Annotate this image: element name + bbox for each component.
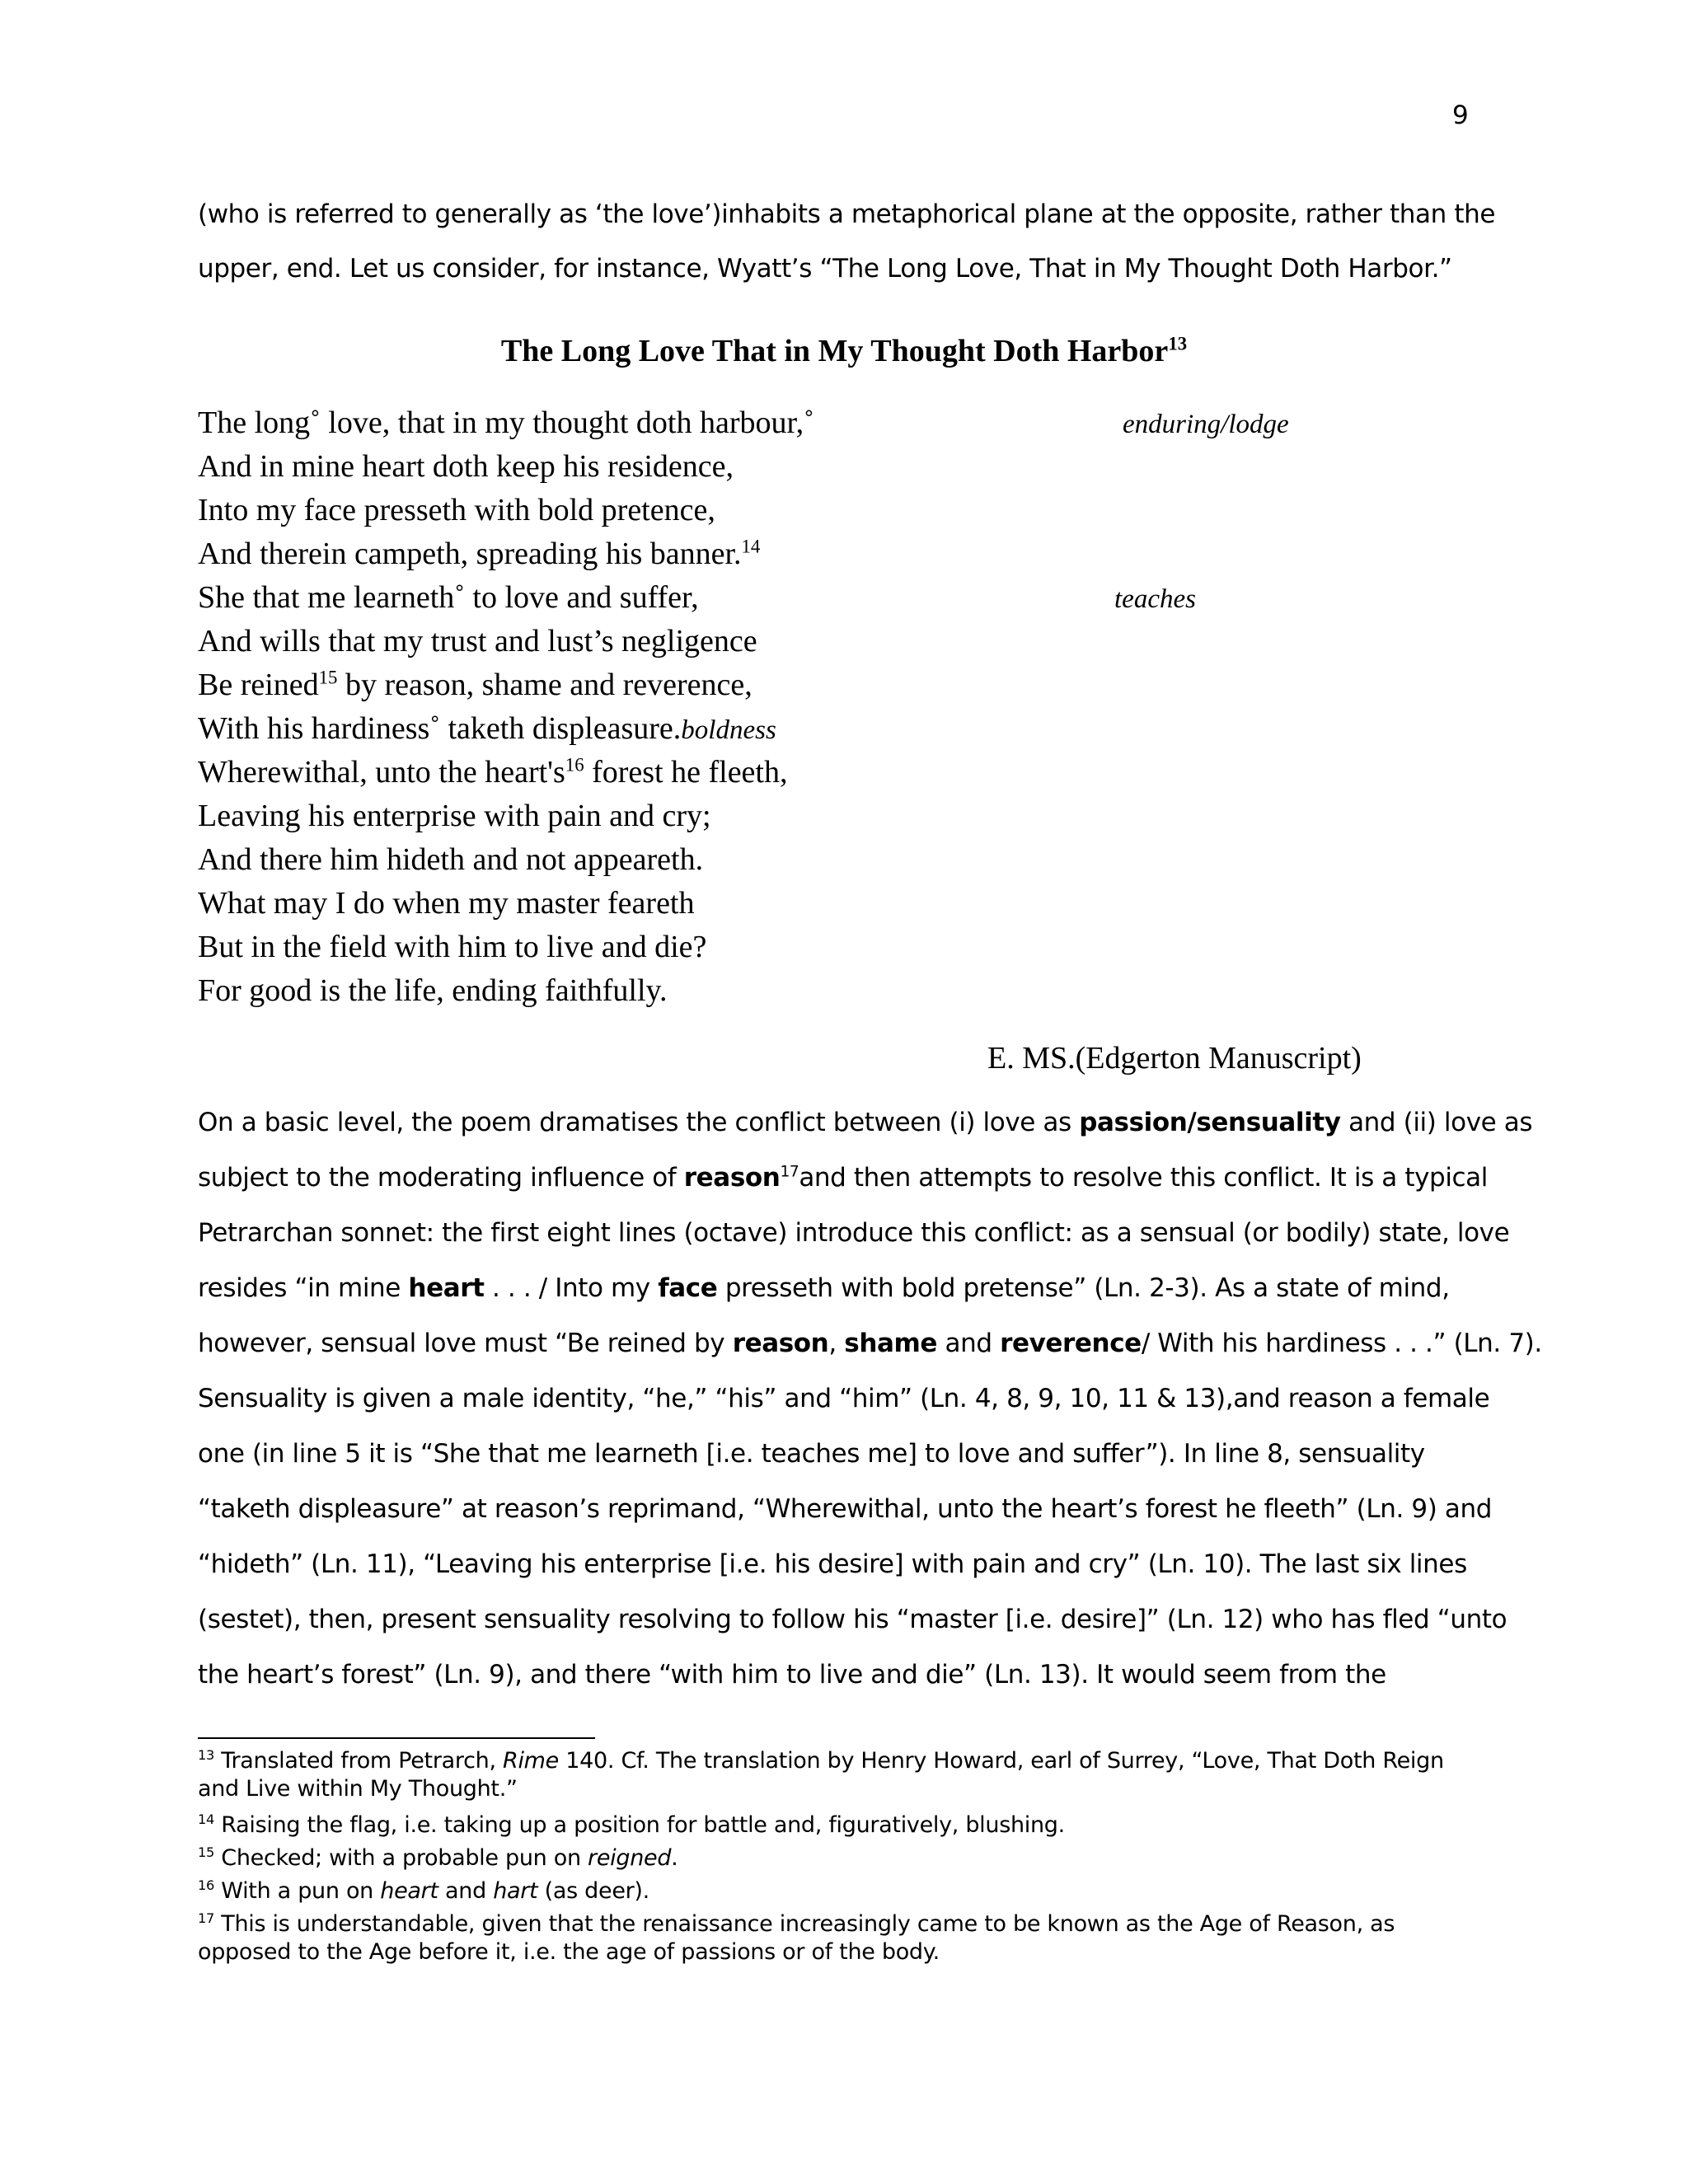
footnote-line (198, 1844, 1500, 1872)
footnote-line: and Live within My Thought.” (198, 1776, 518, 1802)
text-run: Translated from Petrarch, (214, 1748, 504, 1774)
poem-line-text: Be reined (198, 668, 319, 702)
bold-term: reason (732, 1329, 829, 1358)
footnote-line (198, 1747, 1500, 1775)
text-run: however, sensual love must “Be reined by (198, 1329, 733, 1358)
body-line (198, 1161, 1488, 1194)
footnote-line (198, 1910, 1500, 1938)
italic-term: reigned (588, 1845, 672, 1871)
footnote-14 (198, 1811, 1500, 1840)
poem-line: And wills that my trust and lust’s negligence (198, 624, 757, 658)
bold-term: heart (408, 1273, 485, 1303)
poem-line: For good is the life, ending faithfully. (198, 973, 668, 1008)
text-run: and (937, 1329, 1001, 1358)
footnote-ref-13: 13 (1168, 333, 1188, 354)
body-line (198, 1327, 1542, 1360)
body-line: Sensuality is given a male identity, “he,” “his” and “him” (Ln. 4, 8, 9, 10, 11 & 13),and reason a female (198, 1384, 1490, 1413)
text-run: and then attempts to resolve this conflict. It is a typical (799, 1163, 1488, 1193)
poem-title (0, 333, 1688, 369)
text-run: and (438, 1878, 494, 1904)
footnote-ref-17: 17 (780, 1163, 799, 1181)
footnote-line: opposed to the Age before it, i.e. the age of passions or of the body. (198, 1939, 940, 1965)
poem-line (198, 666, 753, 704)
text-run: Raising the flag, i.e. taking up a position for battle and, figuratively, blushing. (214, 1812, 1065, 1838)
italic-term: hart (493, 1878, 538, 1904)
poem-line: The long˚ love, that in my thought doth harbour,˚ (198, 405, 814, 440)
poem-line: But in the field with him to live and die? (198, 930, 707, 964)
footnote-16 (198, 1877, 1500, 1905)
text-run: 140. Cf. The translation by Henry Howard, earl of Surrey, “Love, That Doth Reign (559, 1748, 1444, 1774)
poem-source: E. MS.(Edgerton Manuscript) (987, 1041, 1362, 1076)
bold-term: reverence (1000, 1329, 1142, 1358)
footnote-number: 16 (198, 1877, 214, 1893)
page-number: 9 (1452, 101, 1469, 130)
footnote-15 (198, 1844, 1500, 1872)
poem-line: Leaving his enterprise with pain and cry; (198, 799, 711, 833)
footnote-line (198, 1811, 1500, 1840)
body-line: (sestet), then, present sensuality resolving to follow his “master [i.e. desire]” (Ln. 12) who has fled “unto (198, 1605, 1507, 1634)
poem-line-text: With his hardiness˚ taketh displeasure. (198, 711, 682, 746)
text-run: presseth with bold pretense” (Ln. 2-3). As a state of mind, (717, 1273, 1450, 1303)
body-line: “hideth” (Ln. 11), “Leaving his enterprise [i.e. his desire] with pain and cry” (Ln. 10). The last six lines (198, 1549, 1467, 1579)
poem-line-text: by reason, shame and reverence, (337, 668, 753, 702)
bold-term: passion/sensuality (1079, 1108, 1341, 1137)
poem-line-text: Wherewithal, unto the heart's (198, 755, 565, 790)
footnote-number: 14 (198, 1811, 214, 1827)
text-run: , (828, 1329, 845, 1358)
footnote-number: 13 (198, 1747, 214, 1763)
body-line (198, 1106, 1532, 1139)
text-run: This is understandable, given that the renaissance increasingly came to be known as the Age of Reason, as (214, 1911, 1395, 1937)
poem-line (198, 753, 787, 791)
text-run: resides “in mine (198, 1273, 409, 1303)
intro-line: upper, end. Let us consider, for instance, Wyatt’s “The Long Love, That in My Thought Doth Harbor.” (198, 254, 1452, 284)
text-run: Checked; with a probable pun on (214, 1845, 588, 1871)
bold-term: face (658, 1273, 718, 1303)
poem-line: And in mine heart doth keep his residence, (198, 449, 734, 484)
body-line: Petrarchan sonnet: the first eight lines (octave) introduce this conflict: as a sensual (or bodily) state, love (198, 1218, 1510, 1248)
footnote-separator (198, 1737, 595, 1739)
poem-line: Into my face presseth with bold pretence, (198, 493, 715, 527)
italic-term: Rime (503, 1748, 559, 1774)
poem-line: What may I do when my master feareth (198, 886, 695, 921)
poem-line-text: And therein campeth, spreading his banner. (198, 537, 742, 571)
body-line (198, 1272, 1450, 1305)
footnote-line (198, 1877, 1500, 1905)
body-line: “taketh displeasure” at reason’s reprimand, “Wherewithal, unto the heart’s forest he fleeth” (Ln. 9) and (198, 1494, 1492, 1524)
italic-term: heart (380, 1878, 438, 1904)
footnote-13 (198, 1747, 1500, 1803)
text-run: With a pun on (214, 1878, 381, 1904)
bold-term: shame (844, 1329, 938, 1358)
footnote-17 (198, 1910, 1500, 1966)
poem-line: She that me learneth˚ to love and suffer, (198, 580, 699, 615)
text-run: On a basic level, the poem dramatises the conflict between (i) love as (198, 1108, 1080, 1137)
bold-term: reason (683, 1163, 781, 1193)
text-run: / With his hardiness . . .” (Ln. 7). (1141, 1329, 1542, 1358)
footnote-number: 15 (198, 1844, 214, 1860)
poem-line (198, 710, 776, 749)
footnote-ref-15: 15 (318, 667, 338, 688)
body-line: the heart’s forest” (Ln. 9), and there “with him to live and die” (Ln. 13). It would seem from the (198, 1660, 1386, 1690)
poem-line (198, 535, 760, 573)
text-run: and (ii) love as (1340, 1108, 1533, 1137)
poem-line: And there him hideth and not appeareth. (198, 842, 704, 877)
poem-title-text: The Long Love That in My Thought Doth Harbor (500, 334, 1169, 368)
text-run: (as deer). (537, 1878, 649, 1904)
text-run: subject to the moderating influence of (198, 1163, 684, 1193)
text-run: . (671, 1845, 678, 1871)
gloss-enduring-lodge: enduring/lodge (1123, 410, 1289, 439)
footnote-ref-14: 14 (741, 536, 761, 557)
intro-line: (who is referred to generally as ‘the love’)inhabits a metaphorical plane at the opposite, rather than the (198, 199, 1496, 229)
text-run: . . . / Into my (484, 1273, 659, 1303)
footnote-number: 17 (198, 1910, 214, 1926)
footnote-ref-16: 16 (565, 754, 584, 776)
gloss-teaches: teaches (1114, 584, 1196, 614)
poem-line-text: forest he fleeth, (584, 755, 788, 790)
gloss-boldness: boldness (681, 715, 776, 745)
body-line: one (in line 5 it is “She that me learneth [i.e. teaches me] to love and suffer”). In line 8, sensuality (198, 1439, 1425, 1469)
